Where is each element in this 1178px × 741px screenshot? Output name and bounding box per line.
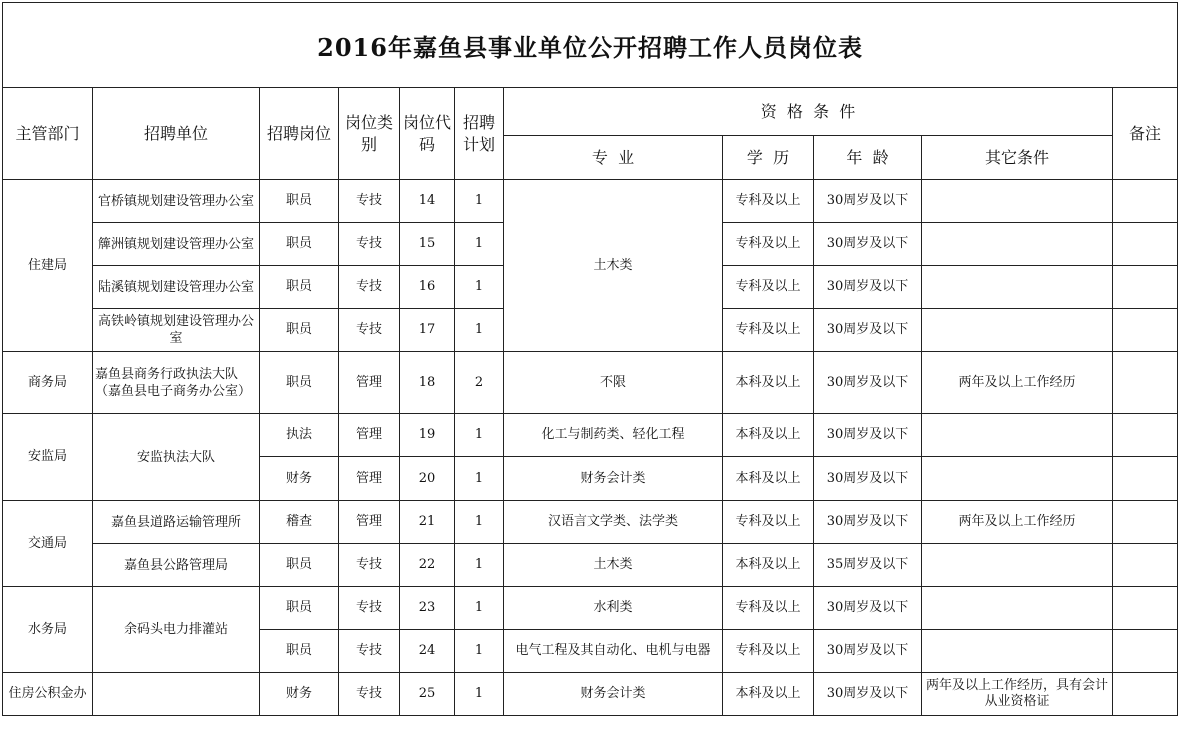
dept-cell: 住建局 [3, 180, 93, 352]
header-qualifications: 资 格 条 件 [504, 88, 1113, 136]
category-cell: 管理 [339, 457, 400, 501]
table-row [3, 544, 1178, 587]
remarks-cell [1113, 587, 1178, 630]
age-cell: 30周岁及以下 [814, 180, 922, 223]
unit-cell: 嘉鱼县道路运输管理所 [93, 501, 260, 544]
education-cell: 专科及以上 [723, 501, 814, 544]
dept-cell: 安监局 [3, 414, 93, 501]
age-cell: 30周岁及以下 [814, 673, 922, 716]
age-cell: 30周岁及以下 [814, 630, 922, 673]
category-cell: 管理 [339, 352, 400, 414]
plan-cell: 1 [455, 180, 504, 223]
header-other: 其它条件 [922, 136, 1113, 180]
code-cell: 22 [400, 544, 455, 587]
code-cell: 19 [400, 414, 455, 457]
category-cell: 专技 [339, 673, 400, 716]
remarks-cell [1113, 544, 1178, 587]
header-plan: 招聘计划 [455, 88, 504, 180]
post-cell: 职员 [260, 544, 339, 587]
post-cell: 职员 [260, 223, 339, 266]
major-cell: 土木类 [504, 180, 723, 352]
age-cell: 30周岁及以下 [814, 309, 922, 352]
age-cell: 30周岁及以下 [814, 223, 922, 266]
unit-cell: 高铁岭镇规划建设管理办公室 [93, 309, 260, 352]
education-cell: 本科及以上 [723, 673, 814, 716]
table-row [3, 414, 1178, 457]
remarks-cell [1113, 309, 1178, 352]
plan-cell: 1 [455, 414, 504, 457]
unit-cell: 安监执法大队 [93, 414, 260, 501]
category-cell: 专技 [339, 266, 400, 309]
other-cell [922, 266, 1113, 309]
remarks-cell [1113, 673, 1178, 716]
other-cell: 两年及以上工作经历 [922, 501, 1113, 544]
major-cell: 电气工程及其自动化、电机与电器 [504, 630, 723, 673]
code-cell: 24 [400, 630, 455, 673]
plan-cell: 1 [455, 457, 504, 501]
other-cell [922, 457, 1113, 501]
code-cell: 15 [400, 223, 455, 266]
post-cell: 职员 [260, 180, 339, 223]
age-cell: 30周岁及以下 [814, 352, 922, 414]
major-cell: 土木类 [504, 544, 723, 587]
category-cell: 管理 [339, 414, 400, 457]
plan-cell: 1 [455, 223, 504, 266]
remarks-cell [1113, 501, 1178, 544]
other-cell [922, 180, 1113, 223]
header-remarks: 备注 [1113, 88, 1178, 180]
unit-cell [93, 673, 260, 716]
code-cell: 18 [400, 352, 455, 414]
other-cell [922, 544, 1113, 587]
table-row [3, 587, 1178, 630]
major-cell: 汉语言文学类、法学类 [504, 501, 723, 544]
age-cell: 30周岁及以下 [814, 457, 922, 501]
other-cell [922, 414, 1113, 457]
education-cell: 专科及以上 [723, 266, 814, 309]
age-cell: 30周岁及以下 [814, 266, 922, 309]
education-cell: 本科及以上 [723, 544, 814, 587]
unit-cell: 余码头电力排灌站 [93, 587, 260, 673]
table-row [3, 673, 1178, 716]
header-code: 岗位代码 [400, 88, 455, 180]
plan-cell: 1 [455, 266, 504, 309]
code-cell: 21 [400, 501, 455, 544]
remarks-cell [1113, 180, 1178, 223]
remarks-cell [1113, 630, 1178, 673]
code-cell: 17 [400, 309, 455, 352]
header-age: 年 龄 [814, 136, 922, 180]
dept-cell: 住房公积金办 [3, 673, 93, 716]
post-cell: 职员 [260, 630, 339, 673]
unit-cell: 官桥镇规划建设管理办公室 [93, 180, 260, 223]
unit-cell: 嘉鱼县商务行政执法大队（嘉鱼县电子商务办公室） [93, 352, 260, 414]
education-cell: 专科及以上 [723, 309, 814, 352]
education-cell: 本科及以上 [723, 457, 814, 501]
dept-cell: 水务局 [3, 587, 93, 673]
education-cell: 专科及以上 [723, 180, 814, 223]
remarks-cell [1113, 223, 1178, 266]
remarks-cell [1113, 352, 1178, 414]
header-post: 招聘岗位 [260, 88, 339, 180]
other-cell: 两年及以上工作经历 [922, 352, 1113, 414]
other-cell [922, 630, 1113, 673]
category-cell: 专技 [339, 544, 400, 587]
education-cell: 专科及以上 [723, 630, 814, 673]
other-cell [922, 223, 1113, 266]
category-cell: 管理 [339, 501, 400, 544]
dept-cell: 交通局 [3, 501, 93, 587]
dept-cell: 商务局 [3, 352, 93, 414]
header-education: 学 历 [723, 136, 814, 180]
age-cell: 30周岁及以下 [814, 587, 922, 630]
major-cell: 财务会计类 [504, 457, 723, 501]
recruitment-table [2, 2, 1178, 716]
other-cell [922, 309, 1113, 352]
category-cell: 专技 [339, 587, 400, 630]
page-title: 2016年嘉鱼县事业单位公开招聘工作人员岗位表 [3, 3, 1178, 88]
remarks-cell [1113, 266, 1178, 309]
post-cell: 财务 [260, 673, 339, 716]
major-cell: 不限 [504, 352, 723, 414]
age-cell: 30周岁及以下 [814, 414, 922, 457]
plan-cell: 1 [455, 587, 504, 630]
major-cell: 财务会计类 [504, 673, 723, 716]
major-cell: 化工与制药类、轻化工程 [504, 414, 723, 457]
plan-cell: 1 [455, 309, 504, 352]
remarks-cell [1113, 457, 1178, 501]
post-cell: 职员 [260, 266, 339, 309]
code-cell: 16 [400, 266, 455, 309]
post-cell: 执法 [260, 414, 339, 457]
plan-cell: 2 [455, 352, 504, 414]
education-cell: 本科及以上 [723, 414, 814, 457]
header-category: 岗位类别 [339, 88, 400, 180]
remarks-cell [1113, 414, 1178, 457]
code-cell: 23 [400, 587, 455, 630]
category-cell: 专技 [339, 223, 400, 266]
plan-cell: 1 [455, 501, 504, 544]
age-cell: 35周岁及以下 [814, 544, 922, 587]
unit-cell: 嘉鱼县公路管理局 [93, 544, 260, 587]
table-row [3, 180, 1178, 223]
table-row [3, 501, 1178, 544]
plan-cell: 1 [455, 630, 504, 673]
code-cell: 14 [400, 180, 455, 223]
major-cell: 水利类 [504, 587, 723, 630]
header-dept: 主管部门 [3, 88, 93, 180]
post-cell: 职员 [260, 352, 339, 414]
unit-cell: 陆溪镇规划建设管理办公室 [93, 266, 260, 309]
unit-cell: 簰洲镇规划建设管理办公室 [93, 223, 260, 266]
post-cell: 职员 [260, 309, 339, 352]
category-cell: 专技 [339, 180, 400, 223]
category-cell: 专技 [339, 630, 400, 673]
header-major: 专 业 [504, 136, 723, 180]
age-cell: 30周岁及以下 [814, 501, 922, 544]
education-cell: 本科及以上 [723, 352, 814, 414]
code-cell: 25 [400, 673, 455, 716]
category-cell: 专技 [339, 309, 400, 352]
code-cell: 20 [400, 457, 455, 501]
plan-cell: 1 [455, 544, 504, 587]
table-row [3, 352, 1178, 414]
education-cell: 专科及以上 [723, 223, 814, 266]
header-unit: 招聘单位 [93, 88, 260, 180]
education-cell: 专科及以上 [723, 587, 814, 630]
post-cell: 稽查 [260, 501, 339, 544]
post-cell: 职员 [260, 587, 339, 630]
other-cell: 两年及以上工作经历，具有会计从业资格证 [922, 673, 1113, 716]
other-cell [922, 587, 1113, 630]
post-cell: 财务 [260, 457, 339, 501]
plan-cell: 1 [455, 673, 504, 716]
